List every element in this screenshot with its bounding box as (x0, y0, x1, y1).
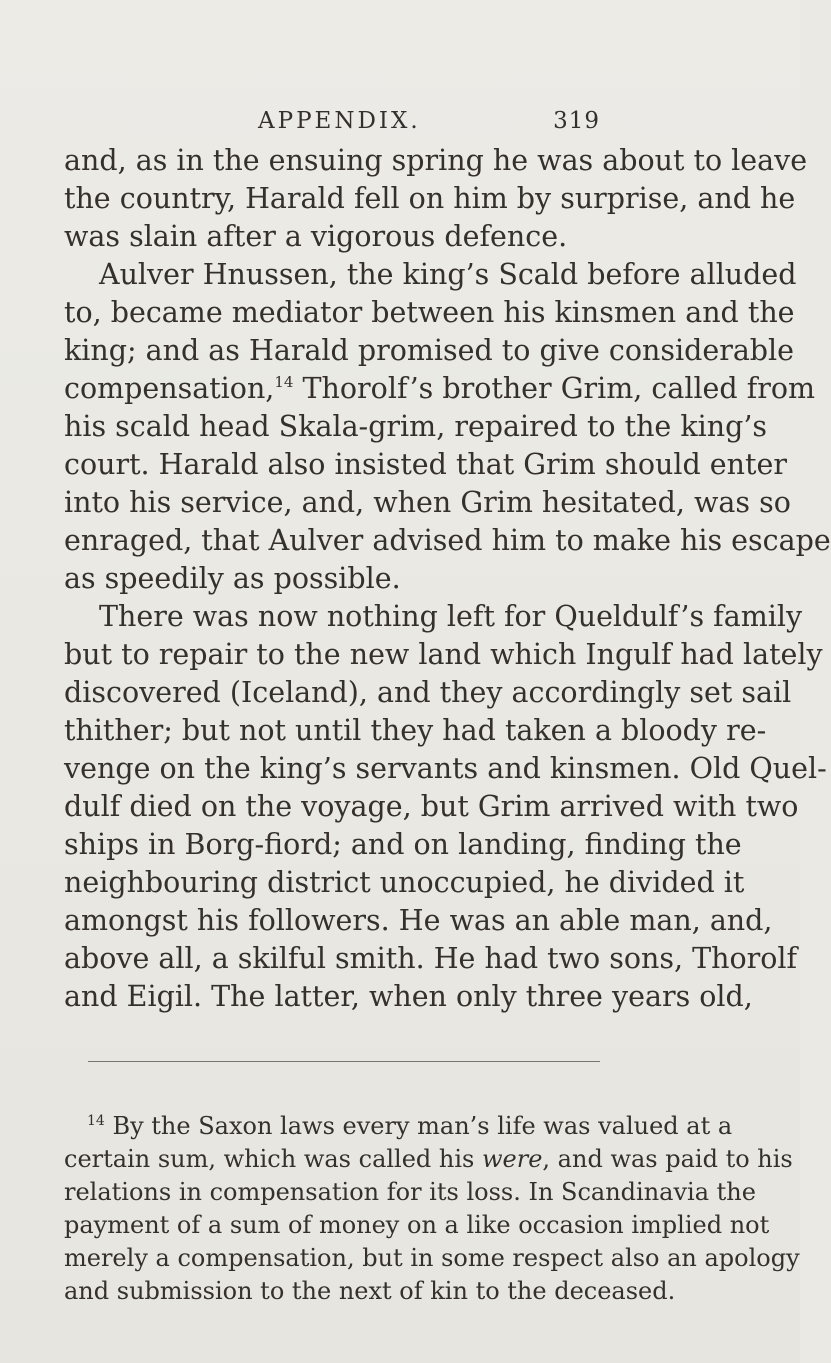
text-line: and Eigil. The latter, when only three years old, (64, 980, 753, 1013)
footnote-line (87, 1110, 733, 1142)
text-line: as speedily as possible. (64, 562, 401, 595)
text-line: Aulver Hnussen, the king’s Scald before alluded (99, 258, 797, 291)
text-line (64, 371, 816, 407)
footnote-marker: 14 (87, 1113, 105, 1129)
text-line: to, became mediator between his kinsmen and the (64, 296, 795, 329)
running-title: APPENDIX. (258, 108, 421, 134)
text-line: amongst his followers. He was an able man, and, (64, 904, 773, 937)
footnote-line: merely a compensation, but in some respect also an apology (64, 1244, 800, 1272)
footnote-line: and submission to the next of kin to the deceased. (64, 1277, 676, 1305)
text-segment: , and was paid to his (542, 1145, 793, 1173)
text-line: his scald head Skala-grim, repaired to the king’s (64, 410, 768, 443)
footnote-line: relations in compensation for its loss. In Scandinavia the (64, 1178, 756, 1206)
text-line: There was now nothing left for Queldulf’s family (99, 600, 803, 633)
text-line: neighbouring district unoccupied, he divided it (64, 866, 745, 899)
text-line: discovered (Iceland), and they accordingly set sail (64, 676, 792, 709)
text-segment: Thorolf’s brother Grim, called from (293, 372, 816, 405)
text-line: and, as in the ensuing spring he was about to leave (64, 144, 808, 177)
text-segment: By the Saxon laws every man’s life was valued at a (104, 1112, 733, 1140)
text-segment: compensation, (64, 372, 275, 405)
text-line: was slain after a vigorous defence. (64, 220, 568, 253)
text-line: the country, Harald fell on him by surprise, and he (64, 182, 796, 215)
text-line: into his service, and, when Grim hesitated, was so (64, 486, 791, 519)
text-line: court. Harald also insisted that Grim should enter (64, 448, 787, 481)
footnote-divider (88, 1061, 600, 1062)
text-line: king; and as Harald promised to give considerable (64, 334, 795, 367)
text-line: enraged, that Aulver advised him to make his escape (64, 524, 831, 557)
text-segment: certain sum, which was called his (64, 1145, 482, 1173)
text-line: but to repair to the new land which Ingulf had lately (64, 638, 823, 671)
text-line: dulf died on the voyage, but Grim arrived with two (64, 790, 799, 823)
text-line: thither; but not until they had taken a bloody re- (64, 714, 767, 747)
running-head (258, 104, 600, 138)
text-line: above all, a skilful smith. He had two sons, Thorolf (64, 942, 798, 975)
footnote-line (64, 1143, 793, 1175)
text-line: venge on the king’s servants and kinsmen. Old Quel- (64, 752, 827, 785)
italic-term: were (482, 1145, 543, 1173)
footnote-line: payment of a sum of money on a like occasion implied not (64, 1211, 770, 1239)
footnote-reference: 14 (274, 373, 294, 391)
page-number: 319 (553, 108, 600, 134)
text-line: ships in Borg-fiord; and on landing, finding the (64, 828, 742, 861)
